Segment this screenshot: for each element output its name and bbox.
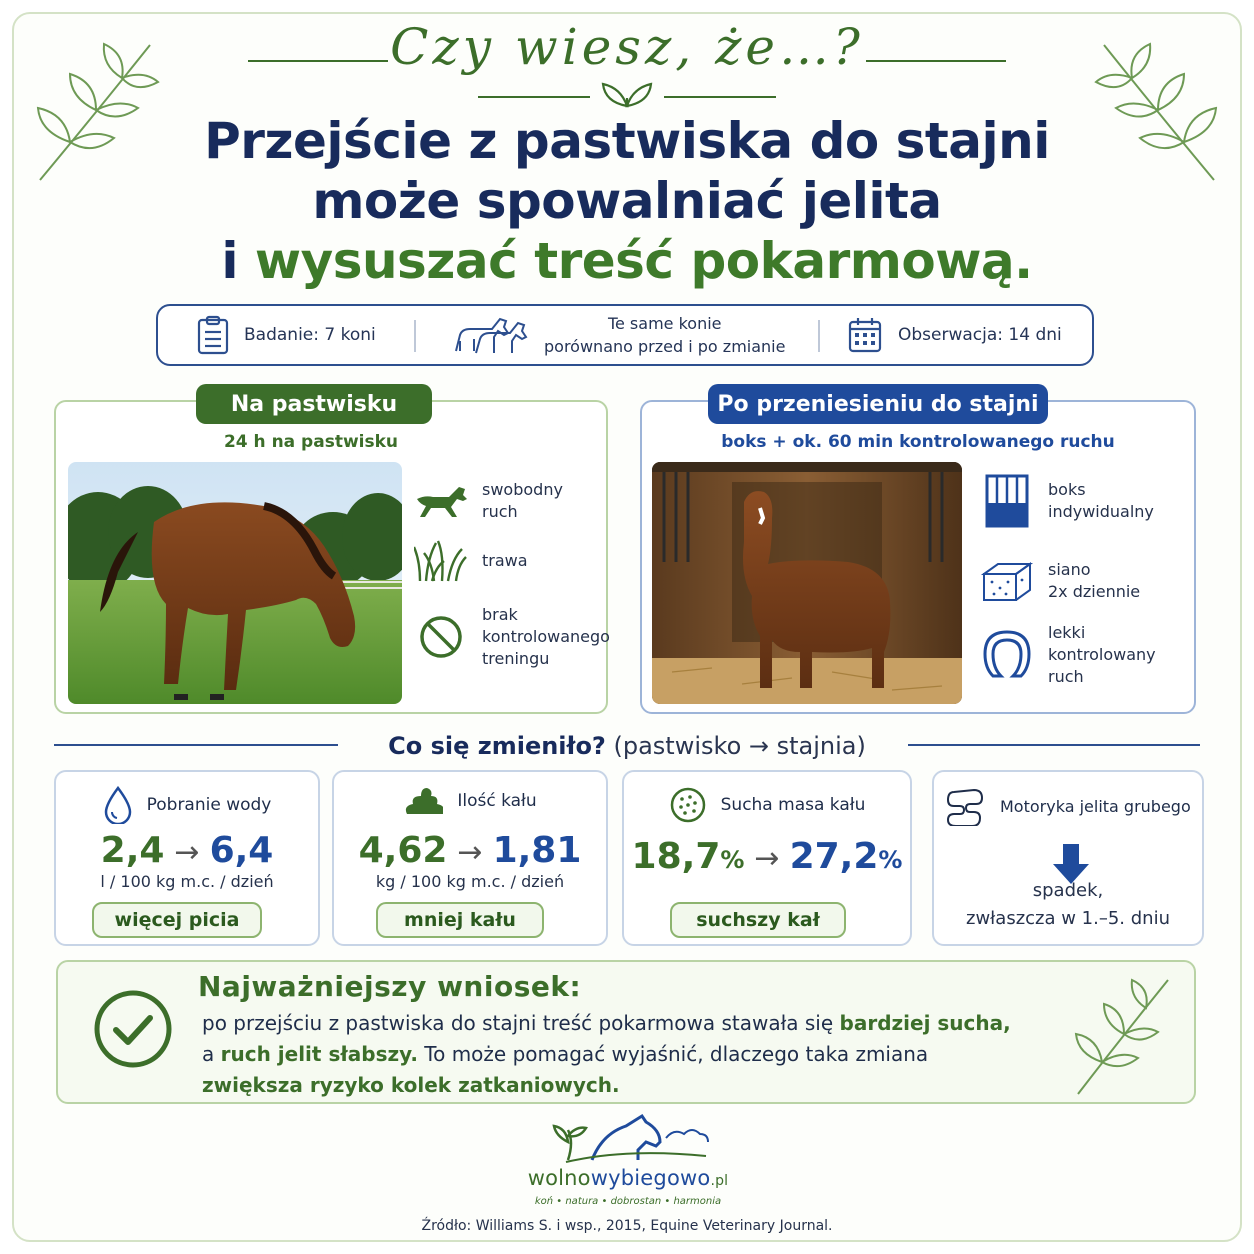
stall-door-icon: [984, 473, 1030, 529]
horseshoe-icon: [983, 630, 1031, 680]
pasture-feature-grass: [412, 534, 528, 588]
stabled-horse-photo: [652, 462, 962, 704]
brand-tagline: koń • natura • dobrostan • harmonia: [534, 1196, 722, 1207]
pasture-feature-label: trawa: [482, 551, 528, 570]
study-size: [196, 306, 376, 364]
feces-amount-label: Ilość kału: [457, 791, 537, 811]
source-citation: Źródło: Williams S. i wsp., 2015, Equine Veterinary Journal.: [421, 1218, 833, 1234]
running-horse-icon: [413, 479, 469, 523]
same-horses-line-2: porównano przed i po zmianie: [544, 337, 786, 356]
stable-feature-label: boks indywidualny: [1048, 480, 1154, 521]
motility-result-2: zwłaszcza w 1.–5. dniu: [966, 908, 1170, 929]
study-size-text: Badanie: 7 koni: [244, 325, 376, 345]
motility-label: Motoryka jelita grubego: [1000, 796, 1191, 816]
pasture-feature-no-training: [412, 604, 610, 670]
pasture-panel: [54, 391, 610, 714]
dry-matter-pill: suchszy kał: [670, 902, 846, 938]
stable-feature-label: lekki kontrolowany ruch: [1048, 623, 1156, 686]
motility-card: [932, 770, 1204, 946]
water-intake-unit: l / 100 kg m.c. / dzień: [100, 872, 274, 891]
manure-icon: [403, 786, 443, 816]
feces-amount-values: 4,62 → 1,81: [358, 830, 582, 871]
info-separator: [414, 320, 416, 352]
dry-matter-card: [622, 770, 912, 946]
same-horses: [450, 306, 785, 364]
pasture-feature-label: swobodny ruch: [482, 480, 563, 521]
motility-result-1: spadek,: [1032, 880, 1104, 901]
conclusion-text: po przejściu z pastwiska do stajni treść pokarmowa stawała się bardziej sucha, a ruch jelit słabszy. To może pomagać wyjaśnić, dlaczego taka zmiana zwiększa ryzyko kolek zatkaniowych.: [202, 1011, 1011, 1097]
water-intake-pill: więcej picia: [92, 902, 262, 938]
study-info-bar: [156, 304, 1094, 366]
water-intake-card: [54, 770, 320, 946]
water-intake-values: 2,4 → 6,4: [100, 830, 274, 871]
kicker-underline-right: [664, 96, 776, 98]
conclusion-title: Najważniejszy wniosek:: [198, 970, 582, 1003]
leaves-icon: [598, 74, 656, 110]
brand-logo: [516, 1112, 740, 1212]
feces-amount-unit: kg / 100 kg m.c. / dzień: [375, 872, 565, 891]
pasture-feature-label: brak kontrolowanego treningu: [482, 605, 610, 668]
dry-matter-values: 18,7% → 27,2%: [631, 836, 903, 877]
pasture-tab: Na pastwisku: [196, 384, 432, 424]
stable-feature-hay: [978, 554, 1140, 608]
leaf-sprig-icon: [1068, 970, 1178, 1098]
stable-feature-label: siano 2x dziennie: [1048, 560, 1141, 601]
brand-name: wolnowybiegowo.pl: [527, 1166, 729, 1190]
water-drop-icon: [103, 786, 133, 824]
intestine-icon: [946, 786, 986, 826]
observation-period: [848, 306, 1062, 364]
grass-icon: [414, 539, 468, 583]
pasture-subtitle: 24 h na pastwisku: [223, 432, 399, 452]
feces-amount-pill: mniej kału: [376, 902, 544, 938]
stable-panel: [640, 391, 1196, 714]
stable-feature-light-exercise: [978, 622, 1156, 688]
water-intake-label: Pobranie wody: [146, 795, 272, 815]
observation-text: Obserwacja: 14 dni: [898, 325, 1062, 345]
title-highlight: wysuszać treść pokarmową.: [254, 232, 1033, 290]
horse-head-logo-icon: [546, 1112, 716, 1164]
dotted-circle-icon: [669, 786, 707, 824]
feces-amount-card: [332, 770, 608, 946]
check-circle-icon: [92, 988, 174, 1070]
prohibited-icon: [418, 614, 464, 660]
two-horses-icon: [450, 311, 530, 359]
changes-heading: Co się zmieniło? (pastwisko → stajnia): [388, 732, 866, 760]
title-line-2: może spowalniać jelita: [312, 172, 942, 230]
kicker-heading: Czy wiesz, że…?: [390, 18, 864, 76]
dry-matter-label: Sucha masa kału: [720, 795, 866, 815]
conclusion-box: [56, 960, 1196, 1104]
clipboard-icon: [196, 315, 230, 355]
grazing-horse-photo: [68, 462, 402, 704]
title-line-3: i wysuszać treść pokarmową.: [221, 232, 1033, 290]
same-horses-line-1: Te same konie: [607, 314, 722, 333]
calendar-icon: [848, 317, 882, 353]
title-line-1: Przejście z pastwiska do stajni: [204, 112, 1050, 170]
info-separator: [818, 320, 820, 352]
pasture-feature-free-movement: [412, 474, 563, 528]
kicker-underline-left: [478, 96, 590, 98]
stable-feature-box: [978, 474, 1154, 528]
hay-bale-icon: [980, 558, 1034, 604]
stable-subtitle: boks + ok. 60 min kontrolowanego ruchu: [721, 432, 1115, 452]
stable-tab: Po przeniesieniu do stajni: [708, 384, 1048, 424]
